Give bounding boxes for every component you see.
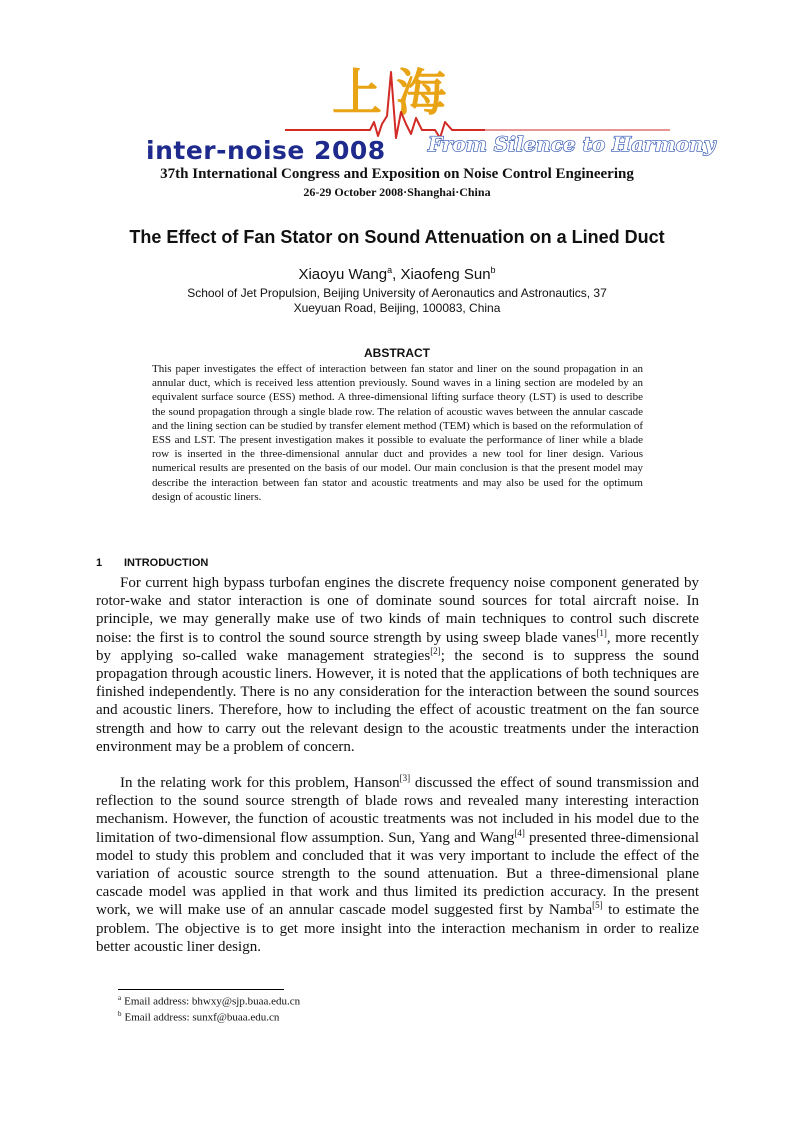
citation-ref: [3] <box>399 773 411 783</box>
abstract-text: This paper investigates the effect of interaction between fan stator and liner on the sound propagation in an annular duct, which is received less attention previously. Sound waves in a lining section are modeled by an equivalent surface source (ESS) method. A three-dimensional lifting surface theory (LST) is used to describe the sound propagation through a single blade row. The relation of acoustic waves between the annular cascade and the lining section can be studied by transfer element method (TEM) which is based on the reformulation of ESS and LST. The present investigation makes it possible to evaluate the performance of liner while a blade row is inserted in the three-dimensional annular duct and provides a new tool for liner design. Various numerical results are presented on the basis of our model. Our main conclusion is that the present model may describe the interaction between fan stator and acoustic treatments and may also be used for the optimum design of acoustic liners. <box>152 363 643 503</box>
citation-ref: [1] <box>596 627 607 638</box>
paragraph-text: ; the second is to suppress the sound propagation through acoustic liners. However, it is noted that the applications of both techniques are finished independently. There is no any consideration for the interaction between the sound sources and acoustic liners. Therefore, how to including the effect of acoustic treatment on the fan source strength and how to carry out the relevant design to the acoustic treatments under the interaction environment may be a problem of concern. <box>96 647 699 755</box>
logo-slogan: From Silence to Harmony <box>428 132 716 156</box>
footnote-mark: b <box>118 1010 122 1018</box>
conference-logo <box>140 52 716 168</box>
paragraph-text: to estimate the problem. The objective is to get more insight into the interaction mechanism in order to realize better acoustic liner design. <box>96 902 699 955</box>
footnote-mark: a <box>118 994 122 1002</box>
author-footnote-mark: a <box>387 265 393 275</box>
paragraph-text: presented three-dimensional model to study this problem and concluded that it was very important to include the effect of the variation of acoustic source strength to the sound attenuation. But a three-dimensional plane cascade model was applied in that work and thus limited its prediction accuracy. In the present work, we will make use of an annular cascade model suggested first by Namba <box>96 829 699 919</box>
citation-ref: [2] <box>430 645 441 656</box>
section-title: INTRODUCTION <box>124 557 209 569</box>
citation-ref: [5] <box>592 900 603 911</box>
body-paragraph <box>96 574 699 756</box>
paper-title: The Effect of Fan Stator on Sound Attenuation on a Lined Duct <box>129 227 665 247</box>
paragraph-text: For current high bypass turbofan engines the discrete frequency noise component generated by rotor-wake and stator interaction is one of dominate sound sources for total aircraft noise. In principle, we may generally make use of two kinds of main techniques to control such discrete noise: the first is to control the sound source strength by using sweep blade vanes <box>96 575 699 646</box>
section-heading <box>96 557 208 569</box>
paragraph-text: In the relating work for this problem, Hanson <box>120 775 400 791</box>
congress-dates: 26-29 October 2008·Shanghai·China <box>303 185 491 199</box>
author-list <box>0 265 794 283</box>
logo-city-characters: 上海 <box>332 63 460 122</box>
footnote <box>118 994 300 1008</box>
citation-ref: [4] <box>514 827 525 838</box>
footnote-divider <box>118 989 284 990</box>
logo-event-name: inter-noise 2008 <box>146 136 386 165</box>
author-name: Xiaoyu Wang <box>298 266 388 283</box>
author-name: Xiaofeng Sun <box>400 266 491 283</box>
footnote <box>118 1010 279 1024</box>
author-footnote-mark: b <box>490 265 496 275</box>
footnote-text: Email address: sunxf@buaa.edu.cn <box>124 1011 280 1024</box>
section-number: 1 <box>96 557 103 569</box>
abstract-heading: ABSTRACT <box>364 346 430 360</box>
paragraph-text: , more recently by applying so-called wake management strategies <box>96 629 699 664</box>
affiliation-line: School of Jet Propulsion, Beijing University of Aeronautics and Astronautics, 37 <box>187 286 607 300</box>
author-separator: , <box>392 266 401 283</box>
affiliation <box>140 286 654 316</box>
paragraph-text: discussed the effect of sound transmission and reflection to the sound source strength of blade rows and revealed many interesting interaction mechanism. However, the function of acoustic treatments was not included in his model due to the limitation of two-dimensional flow assumption. Sun, Yang and Wang <box>96 775 699 846</box>
footnote-text: Email address: bhwxy@sjp.buaa.edu.cn <box>124 995 301 1008</box>
affiliation-line: Xueyuan Road, Beijing, 100083, China <box>293 301 501 315</box>
congress-name: 37th International Congress and Exposition on Noise Control Engineering <box>160 166 634 182</box>
body-paragraph <box>96 774 699 956</box>
